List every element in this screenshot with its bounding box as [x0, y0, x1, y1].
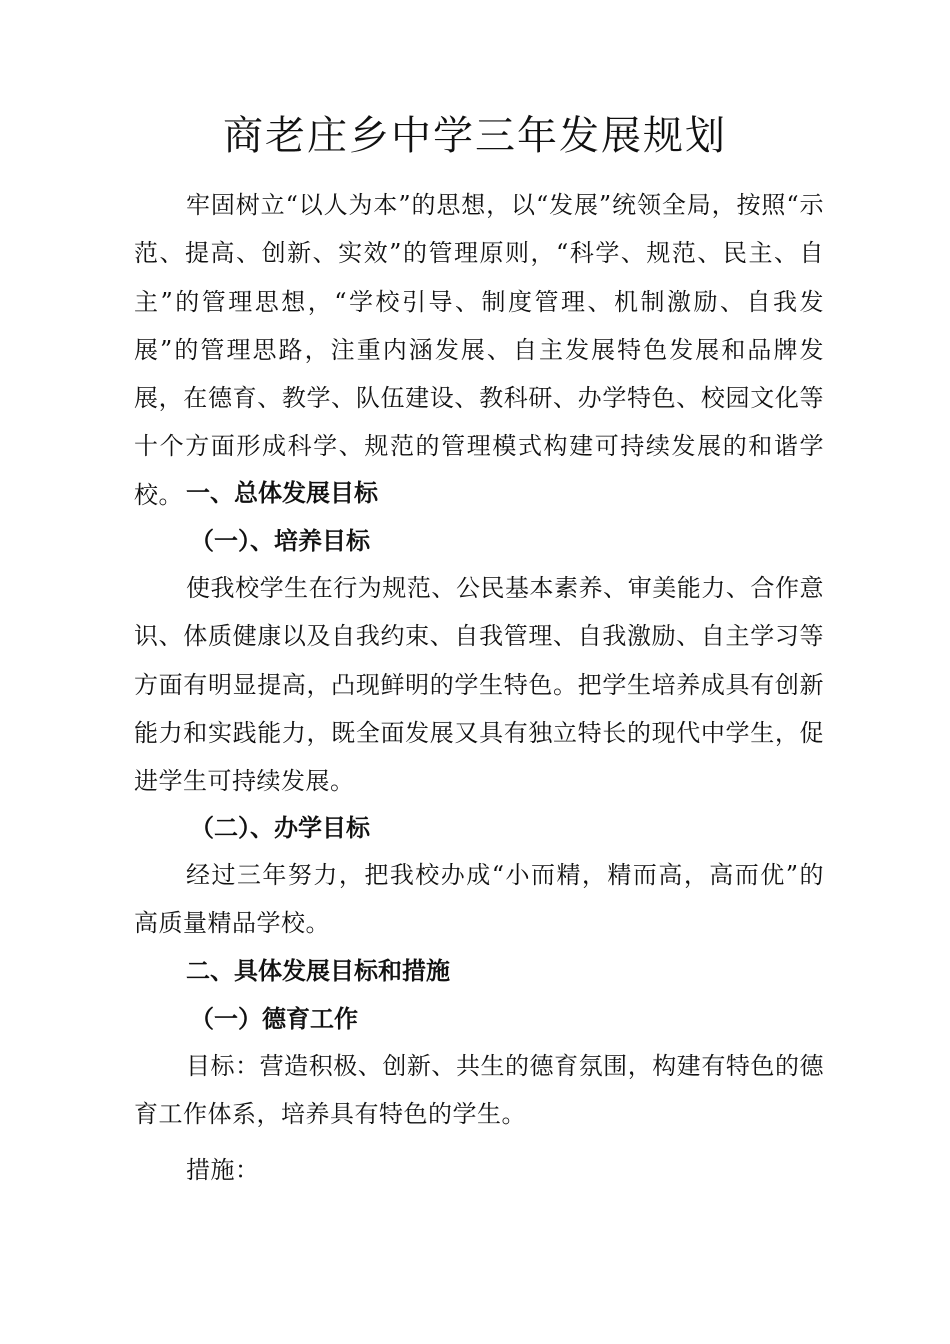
intro-paragraph: 牢固树立“以人为本”的思想，以“发展”统领全局，按照“示范、提高、创新、实效”的管理原则，“科学、规范、民主、自主”的管理思想，“学校引导、制度管理、机制激励、自我发展”的管理思路，注重内涵发展、自主发展特色发展和品牌发展，在德育、教学、队伍建设、教科研、办学特色、校园文化等十个方面形成科学、规范的管理模式构建可持续发展的和谐学校。: [134, 191, 824, 509]
section-1-2-heading: （二）、办学目标: [190, 814, 370, 842]
document-title: 商老庄乡中学三年发展规划: [223, 113, 727, 159]
section-1-heading: 一、总体发展目标: [186, 479, 378, 507]
section-2-1-measures-label: 措施：: [186, 1156, 260, 1184]
section-1-2-paragraph: 经过三年努力，把我校办成“小而精，精而高，高而优”的高质量精品学校。: [134, 861, 824, 938]
section-2-heading: 二、具体发展目标和措施: [186, 957, 450, 985]
section-1-1-paragraph: 使我校学生在行为规范、公民基本素养、审美能力、合作意识、体质健康以及自我约束、自我管理、自我激励、自主学习等方面有明显提高，凸现鲜明的学生特色。把学生培养成具有创新能力和实践能力，既全面发展又具有独立特长的现代中学生，促进学生可持续发展。: [134, 574, 824, 796]
section-1-1-heading: （一）、培养目标: [190, 527, 370, 555]
section-2-1-goal-paragraph: 目标：营造积极、创新、共生的德育氛围，构建有特色的德育工作体系，培养具有特色的学生。: [134, 1052, 824, 1129]
section-2-1-heading: （一）德育工作: [190, 1005, 358, 1033]
